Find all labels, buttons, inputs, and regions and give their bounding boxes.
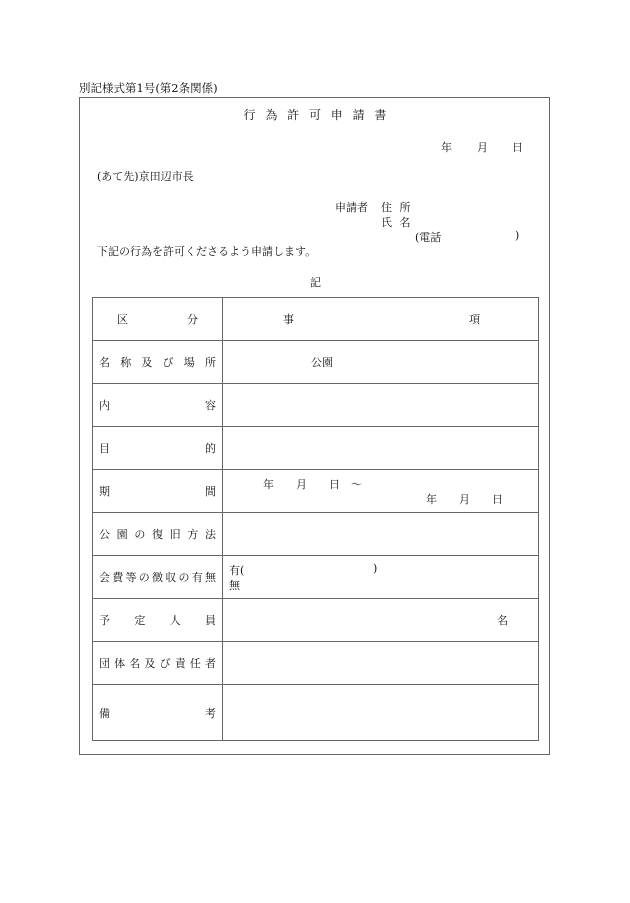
purpose-field[interactable] [223,427,539,470]
row-label: 備考 [99,706,216,720]
table-row [93,642,539,685]
table-row [93,556,539,599]
attendees-unit: 名 [497,614,508,627]
period-field[interactable] [223,470,539,513]
period-start: 年 月 日 ～ [263,478,362,491]
date-year: 年 [441,141,452,154]
fee-yes: 有( [229,564,245,577]
row-label: 期間 [99,485,216,498]
remarks-field[interactable] [223,685,539,741]
ki-heading: 記 [310,276,321,289]
period-end: 年 月 日 [426,493,503,506]
applicant-address-label: 住 所 [381,201,411,214]
header-col-right: 項 [469,313,480,326]
table-row [93,427,539,470]
applicant-phone-label: (電話 [415,231,442,244]
table-row [93,685,539,741]
fee-field[interactable] [223,556,539,599]
row-label: 名称及び場所 [99,356,216,369]
addressee: (あて先)京田辺市長 [97,170,194,183]
date-day: 日 [512,141,523,154]
applicant-name-label: 氏 名 [381,216,411,229]
table-row [93,513,539,556]
attendees-field[interactable] [223,599,539,642]
fee-no: 無 [229,579,240,592]
table-row [93,599,539,642]
header-label-left: 区 [117,313,128,326]
table-header-row [93,298,539,341]
fee-yes-close: ) [373,562,378,575]
row-label: 団体名及び責任者 [99,657,216,670]
row-label: 会費等の徴収の有無 [99,571,216,584]
row-label: 目的 [99,442,216,455]
form-number: 別記様式第1号(第2条関係) [79,81,218,95]
header-col-left: 事 [283,313,294,326]
organization-field[interactable] [223,642,539,685]
restoration-field[interactable] [223,513,539,556]
content-field[interactable] [223,384,539,427]
form-title: 行 為 許 可 申 請 書 [243,108,387,122]
row-label: 内容 [99,399,216,412]
applicant-label: 申請者 [335,201,368,214]
row-label: 公園の復旧方法 [99,528,216,541]
place-field[interactable] [223,341,539,384]
row-label: 予定人員 [99,614,216,627]
applicant-phone-close: ) [515,229,520,242]
application-table [92,297,539,741]
row-value: 公園 [311,356,333,369]
header-label-right: 分 [187,313,198,326]
request-text: 下記の行為を許可くださるよう申請します。 [97,245,317,258]
date-month: 月 [477,141,488,154]
table-row [93,341,539,384]
table-row [93,470,539,513]
table-row [93,384,539,427]
